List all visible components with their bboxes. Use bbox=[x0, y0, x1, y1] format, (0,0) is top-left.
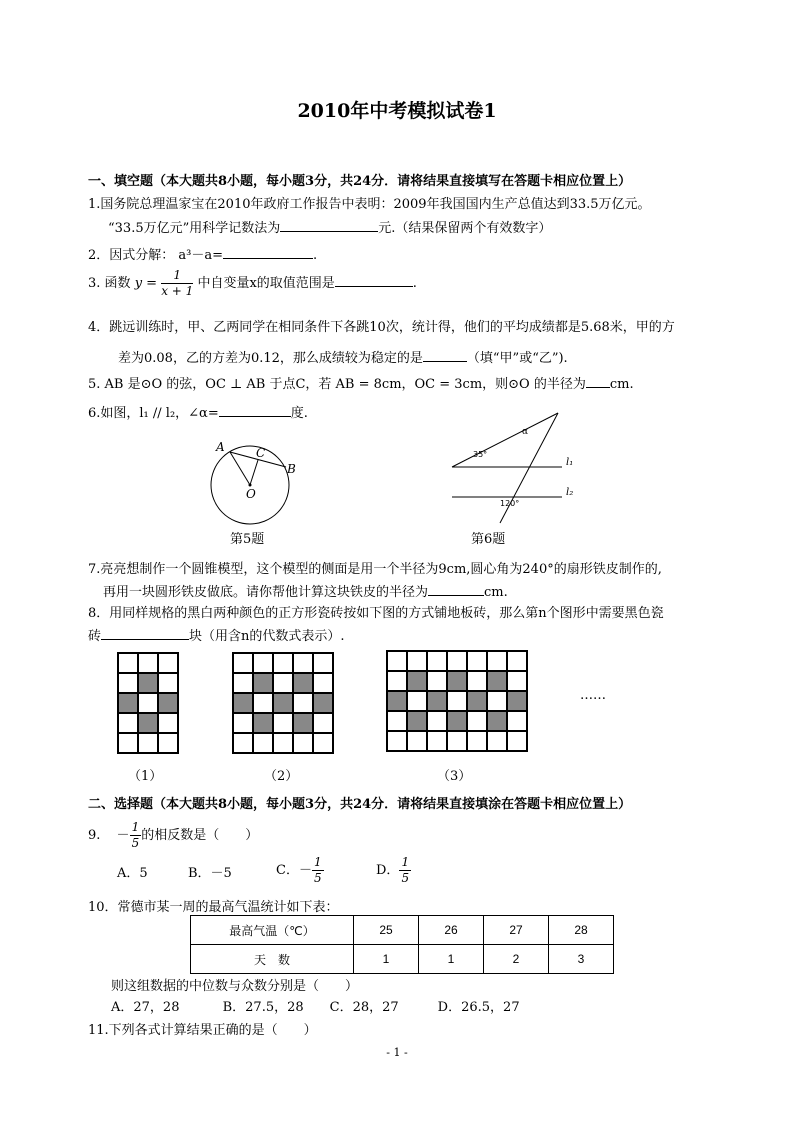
tile-caption-3: （3） bbox=[437, 769, 472, 784]
question-8-line-1: 8．用同样规格的黑白两种颜色的正方形瓷砖按如下图的方式铺地板砖，那么第n个图形中需要黑色瓷 bbox=[88, 606, 664, 621]
question-1-line-1: 1.国务院总理温家宝在2010年政府工作报告中表明：2009年我国国内生产总值达到33.5万亿元。 bbox=[88, 197, 651, 212]
table-cell: 1 bbox=[419, 945, 484, 974]
q5-text: 5. AB 是⊙O 的弦，OC ⊥ AB 于点C，若 AB = 8cm，OC = 3cm，则⊙O 的半径为 bbox=[88, 377, 586, 392]
page-number: - 1 - bbox=[386, 1046, 408, 1059]
q6-text: 6.如图，l₁ // l₂，∠α= bbox=[88, 406, 219, 421]
q9-option-C[interactable]: C．－ $\frac{1}{5}$ bbox=[276, 855, 322, 885]
tile-pattern-1 bbox=[117, 652, 179, 754]
question-2 bbox=[88, 244, 317, 263]
q9-option-D-label: D． bbox=[376, 863, 400, 878]
tile-caption-1: （1） bbox=[128, 769, 163, 784]
section-2-heading: 二、选择题（本大题共8小题，每小题3分，共24分．请将结果直接填涂在答题卡相应位置上） bbox=[88, 797, 632, 812]
tile-pattern-continuation: …… bbox=[580, 688, 606, 703]
q9-option-B[interactable]: B．－5 bbox=[188, 866, 232, 881]
q7-answer-blank[interactable] bbox=[428, 583, 484, 596]
tile-pattern-3 bbox=[386, 650, 528, 752]
figure-5-caption: 第5题 bbox=[230, 532, 265, 547]
q9-number: 9. bbox=[88, 828, 101, 843]
q4-text-end: （填“甲”或“乙”). bbox=[466, 351, 568, 366]
q6-end: 度. bbox=[290, 406, 308, 421]
q9-option-A[interactable]: A．5 bbox=[117, 866, 148, 881]
q9-option-D[interactable]: D． $\frac{1}{5}$ bbox=[376, 855, 410, 885]
question-7-line-1: 7.亮亮想制作一个圆锥模型，这个模型的侧面是用一个半径为9cm,圆心角为240°的扇形铁皮制作的, bbox=[88, 562, 662, 577]
temperature-table bbox=[190, 915, 614, 974]
question-5 bbox=[88, 373, 634, 392]
page-title: 2010年中考模拟试卷1 bbox=[297, 100, 497, 122]
table-cell: 1 bbox=[354, 945, 419, 974]
fig6-angle-alpha: α bbox=[522, 427, 529, 437]
table-cell: 26 bbox=[419, 916, 484, 945]
q9-fraction: $\frac{1}{5}$ bbox=[131, 820, 140, 850]
tile-caption-2: （2） bbox=[264, 769, 299, 784]
q8-text-end: 块（用含n的代数式表示）. bbox=[189, 629, 345, 644]
q3-fraction bbox=[161, 268, 193, 299]
q3-text-2: 中自变量x的取值范围是 bbox=[197, 276, 335, 291]
fig6-angle-120: 120° bbox=[500, 499, 520, 508]
table-header-days: 天 数 bbox=[191, 945, 354, 974]
question-9: 9. － $\frac{1}{5}$ 的相反数是（ ） bbox=[88, 820, 259, 850]
table-cell: 3 bbox=[549, 945, 614, 974]
section-1-heading: 一、填空题（本大题共8小题，每小题3分，共24分．请将结果直接填写在答题卡相应位置上） bbox=[88, 174, 632, 189]
question-7-line-2 bbox=[103, 581, 508, 600]
table-cell: 25 bbox=[354, 916, 419, 945]
q7-end: cm. bbox=[484, 585, 508, 600]
q6-answer-blank[interactable] bbox=[219, 404, 291, 417]
question-10-options[interactable]: A．27，28 B．27.5，28 C．28，27 D．26.5，27 bbox=[111, 1000, 520, 1015]
q2-end: . bbox=[313, 248, 318, 263]
question-10: 10．常德市某一周的最高气温统计如下表： bbox=[88, 900, 339, 915]
table-header-temp: 最高气温（℃） bbox=[191, 916, 354, 945]
q2-text: 2．因式分解： a³－a= bbox=[88, 248, 224, 263]
q8-text: 砖 bbox=[88, 629, 102, 644]
figure-6-parallel-lines bbox=[440, 405, 590, 525]
fig5-label-O: O bbox=[246, 487, 256, 501]
q5-end: cm. bbox=[609, 377, 634, 392]
q1-text-end: 元.（结果保留两个有效数字） bbox=[378, 221, 552, 236]
q4-text: 差为0.08，乙的方差为0.12，那么成绩较为稳定的是 bbox=[118, 351, 423, 366]
fig5-label-A: A bbox=[216, 440, 225, 454]
question-3 bbox=[88, 268, 417, 299]
fig6-angle-35: 35° bbox=[473, 450, 488, 459]
q3-numerator: 1 bbox=[161, 268, 193, 284]
q9-text: 的相反数是（ ） bbox=[141, 828, 259, 843]
q2-answer-blank[interactable] bbox=[223, 246, 313, 259]
q3-text: 3. 函数 bbox=[88, 276, 131, 291]
question-6 bbox=[88, 402, 308, 421]
q7-text: 再用一块圆形铁皮做底。请你帮他计算这块铁皮的半径为 bbox=[103, 585, 429, 600]
question-10-ask: 则这组数据的中位数与众数分别是（ ） bbox=[111, 979, 359, 994]
q3-denominator: x + 1 bbox=[161, 284, 194, 298]
figure-6-caption: 第6题 bbox=[471, 532, 506, 547]
question-4-line-2 bbox=[118, 347, 568, 366]
fig6-label-l2: l₂ bbox=[566, 487, 574, 498]
fig6-label-l1: l₁ bbox=[566, 457, 574, 468]
q1-text: “33.5万亿元”用科学记数法为 bbox=[108, 221, 281, 236]
q8-answer-blank[interactable] bbox=[101, 627, 189, 640]
q5-answer-blank[interactable] bbox=[586, 375, 610, 388]
table-cell: 2 bbox=[484, 945, 549, 974]
question-8-line-2 bbox=[88, 625, 345, 644]
question-4-line-1: 4．跳远训练时，甲、乙两同学在相同条件下各跳10次，统计得，他们的平均成绩都是5.68米，甲的方 bbox=[88, 320, 675, 335]
q1-answer-blank[interactable] bbox=[280, 219, 378, 232]
q3-end: . bbox=[412, 276, 417, 291]
q3-answer-blank[interactable] bbox=[335, 274, 413, 287]
fig5-label-B: B bbox=[287, 462, 296, 476]
tile-pattern-2 bbox=[232, 652, 334, 754]
q4-answer-blank[interactable] bbox=[423, 349, 467, 362]
q3-function-y: y = bbox=[134, 276, 158, 291]
table-cell: 27 bbox=[484, 916, 549, 945]
fig5-label-C: C bbox=[256, 446, 266, 460]
q9-option-C-label: C．－ bbox=[276, 863, 312, 878]
table-cell: 28 bbox=[549, 916, 614, 945]
question-1-line-2 bbox=[108, 217, 551, 236]
question-11: 11.下列各式计算结果正确的是（ ） bbox=[88, 1023, 317, 1038]
